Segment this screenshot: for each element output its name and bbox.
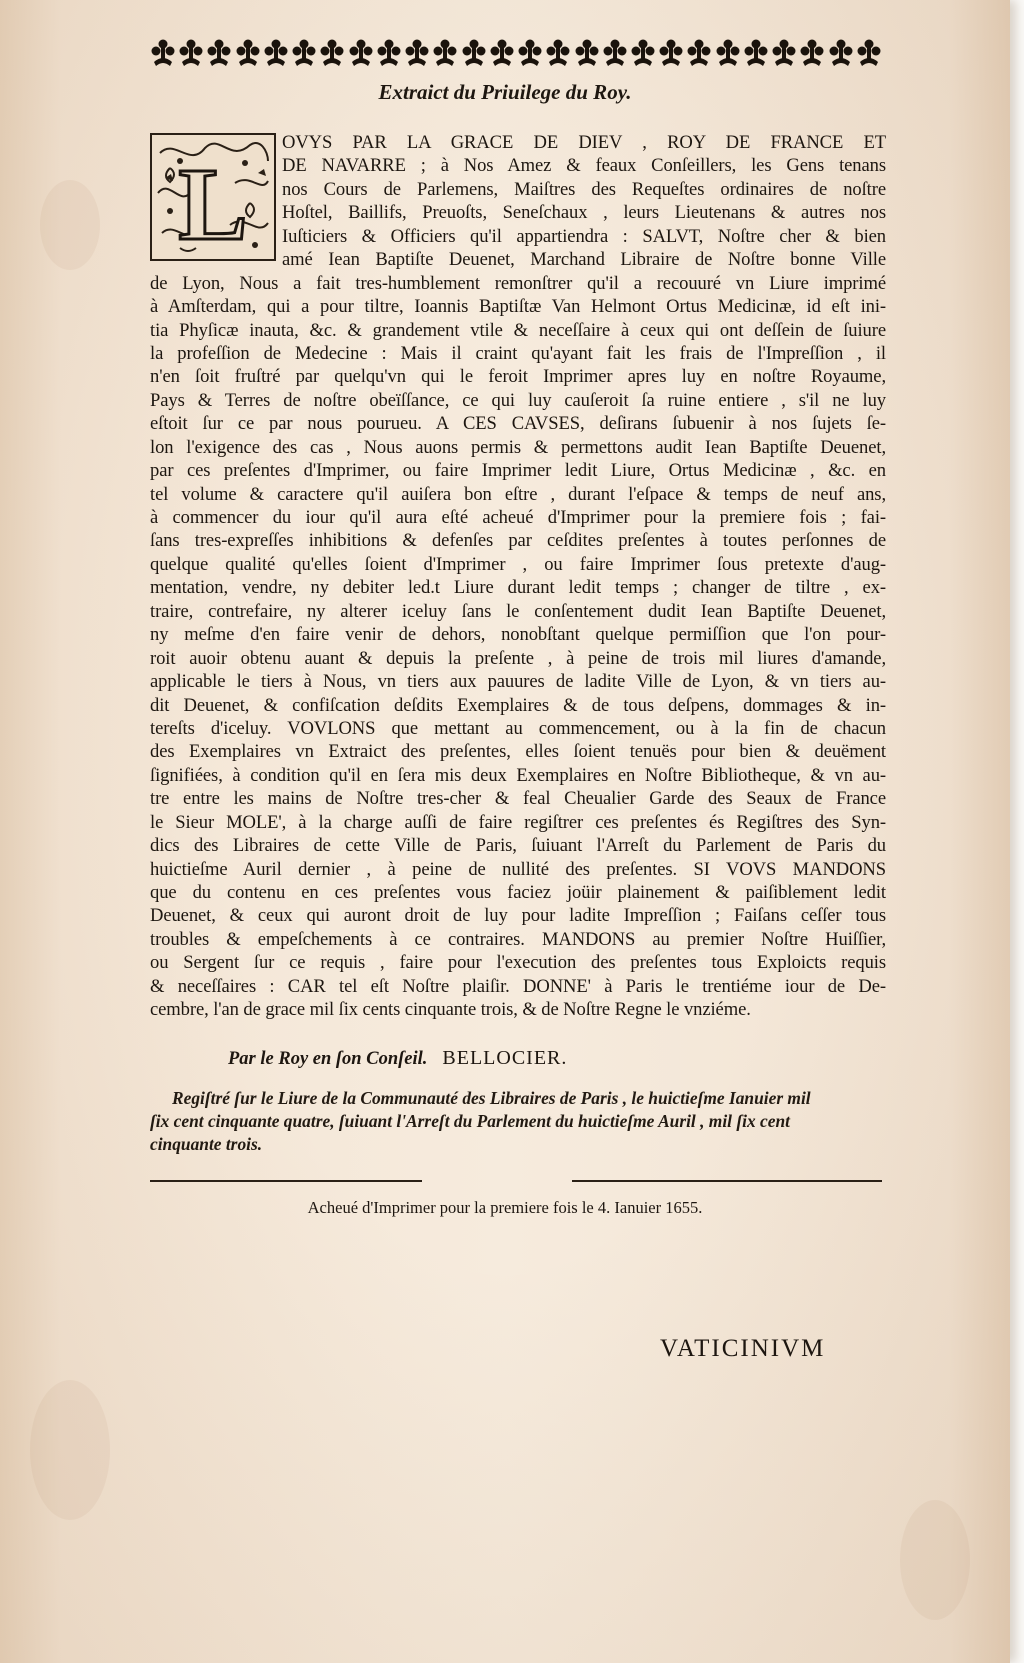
body-line: ſans tres-expreſſes inhibitions & defenſes par ceſdites preſentes à toutes perſonnes de (150, 530, 886, 552)
body-line: DE NAVARRE ; à Nos Amez & feaux Conſeillers, les Gens tenans (282, 155, 886, 177)
fleuron-icon (799, 38, 825, 68)
fleuron-icon (771, 38, 797, 68)
fleuron-icon (291, 38, 317, 68)
dropcap-letter: L (178, 147, 248, 261)
body-line: dit Deuenet, & confiſcation deſdits Exemplaires & de tous deſpens, dommages & in- (150, 694, 886, 716)
body-line: tel volume & caractere qu'il auiſera bon eſtre , durant l'eſpace & temps de neuf ans, (150, 483, 886, 505)
fleuron-icon (658, 38, 684, 68)
fleuron-icon (432, 38, 458, 68)
body-line: ſignifiées, à condition qu'il en ſera mis deux Exemplaires en Noſtre Bibliotheque, & vn au- (150, 764, 886, 786)
divider-rule-left (150, 1180, 422, 1182)
registration-line: ſix cent cinquante quatre, ſuiuant l'Arreſt du Parlement du huictieſme Auril , mil ſix cent (150, 1111, 790, 1131)
body-line: mentation, vendre, ny debiter led.t Liure durant ledit temps ; changer de tiltre , ex- (150, 577, 886, 599)
body-line: tia Phyſicæ inauta, &c. & grandement vtile & neceſſaire à ceux qui ont deſſein de ſuiure (150, 319, 886, 341)
paper-stain (40, 180, 100, 270)
body-line: ou Sergent ſur ce requis , faire pour l'execution des preſentes tous Exploicts requis (150, 952, 886, 974)
body-line: la profeſſion de Medecine : Mais il craint qu'ayant fait les frais de l'Impreſſion , il (150, 342, 886, 364)
fleuron-icon (235, 38, 261, 68)
body-line: lon l'exigence des cas , Nous auons permis & permettons audit Iean Baptiſte Deuenet, (150, 436, 886, 458)
paper-stain (30, 1380, 110, 1520)
body-line: troubles & empeſchements à ce contraires. MANDONS au premier Noſtre Huiſſier, (150, 928, 886, 950)
fleuron-icon (461, 38, 487, 68)
body-line: cembre, l'an de grace mil ſix cents cinquante trois, & de Noſtre Regne le vnziéme. (150, 999, 751, 1021)
body-line: ny meſme d'en faire venir de dehors, nonobſtant quelque permiſſion que l'on pour- (150, 624, 886, 646)
body-line: dics des Libraires de cette Ville de Paris, ſuiuant l'Arreſt du Parlement de Paris du (150, 835, 886, 857)
signature-line (228, 1047, 567, 1070)
registration-line: cinquante trois. (150, 1134, 263, 1154)
fleuron-icon (206, 38, 232, 68)
catchword: VATICINIVM (660, 1335, 826, 1362)
divider-rule-right (572, 1180, 882, 1182)
fleuron-icon (348, 38, 374, 68)
signature-by: Par le Roy en ſon Conſeil. (228, 1049, 428, 1069)
fleuron-icon (715, 38, 741, 68)
body-line: à commencer du iour qu'il aura eſté acheué d'Imprimer pour la premiere fois ; fai- (150, 507, 886, 528)
fleuron-icon (743, 38, 769, 68)
fleuron-icon (517, 38, 543, 68)
fleuron-icon (150, 38, 176, 68)
fleuron-icon (376, 38, 402, 68)
body-line: tereſts d'iceluy. VOVLONS que mettant au commencement, ou à la fin de chacun (150, 717, 886, 739)
body-line: huictieſme Auril dernier , à peine de nullité des preſentes. SI VOVS MANDONS (150, 858, 886, 880)
printed-date-note: Acheué d'Imprimer pour la premiere fois le 4. Ianuier 1655. (307, 1198, 703, 1217)
privilege-heading: Extraict du Priuilege du Roy. (378, 80, 632, 104)
fleuron-icon (404, 38, 430, 68)
body-line: traire, contrefaire, ny alterer iceluy ſans le conſentement dudit Iean Baptiſte Deuenet, (150, 600, 886, 622)
body-line: à Amſterdam, qui a pour tiltre, Ioannis Baptiſtæ Van Helmont Ortus Medicinæ, id eſt ini- (150, 296, 886, 318)
body-line: amé Iean Baptiſte Deuenet, Marchand Libraire de Noſtre bonne Ville (282, 249, 886, 271)
body-line: le Sieur MOLE', à la charge auſſi de faire regiſtrer ces preſentes és Regiſtres des Syn- (150, 811, 886, 833)
body-line: des Exemplaires vn Extraict des preſentes, elles ſoient tenuës pour bien & deuëment (150, 741, 886, 763)
fleuron-icon (574, 38, 600, 68)
body-line: OVYS PAR LA GRACE DE DIEV , ROY DE FRANCE ET (282, 132, 886, 153)
fleuron-icon (263, 38, 289, 68)
fleuron-icon (489, 38, 515, 68)
body-line: que du contenu en ces preſentes vous faciez joüir plainement & paiſiblement ledit (150, 882, 886, 903)
registration-note (150, 1087, 882, 1156)
body-line: roit auoir obtenu auant & depuis la preſente , à peine de trois mil liures d'amande, (150, 647, 886, 669)
fleuron-icon (686, 38, 712, 68)
body-line: tre entre les mains de Noſtre tres-cher & feal Cheualier Garde des Seaux de France (150, 788, 886, 810)
body-line: par ces preſentes d'Imprimer, ou faire Imprimer ledit Liure, Ortus Medicinæ , &c. en (150, 460, 886, 482)
body-line: & neceſſaires : CAR tel eſt Noſtre plaiſir. DONNE' à Paris le trentiéme iour de De- (150, 975, 886, 997)
fleuron-icon (602, 38, 628, 68)
privilege-body-text (150, 131, 886, 1022)
registration-line: Regiſtré ſur le Liure de la Communauté des Libraires de Paris , le huictieſme Ianuier mil (172, 1088, 811, 1108)
body-line: Hoſtel, Baillifs, Preuoſts, Seneſchaux , leurs Lieutenans & autres nos (282, 202, 886, 224)
fleuron-icon (545, 38, 571, 68)
fleuron-ornament-band (150, 36, 882, 70)
body-line: de Lyon, Nous a fait tres-humblement remonſtrer qu'il a recouuré vn Liure imprimé (150, 272, 886, 294)
signature-name: BELLOCIER. (442, 1047, 568, 1069)
fleuron-icon (828, 38, 854, 68)
body-line: Pays & Terres de noſtre obeïſſance, ce qui luy cauſeroit ſa ruine entiere , s'il ne luy (150, 389, 886, 411)
fleuron-icon (178, 38, 204, 68)
fleuron-icon (319, 38, 345, 68)
body-line: n'en ſoit fruſtré par quelqu'vn qui le feroit Imprimer apres luy en noſtre Royaume, (150, 366, 886, 388)
body-line: nos Cours de Parlemens, Maiſtres des Requeſtes ordinaires de noſtre (282, 178, 886, 200)
body-line: Iuſticiers & Officiers qu'il appartiendra : SALVT, Noſtre cher & bien (282, 225, 886, 247)
body-line: quelque qualité qu'elles ſoient d'Imprimer , ou faire Imprimer ſous pretexte d'aug- (150, 553, 886, 575)
body-line: applicable le tiers à Nous, vn tiers aux pauures de ladite Ville de Lyon, & vn tiers au- (150, 671, 886, 693)
fleuron-icon (630, 38, 656, 68)
body-line: eſtoit ſur ce par nous pourueu. A CES CAVSES, deſirans ſubuenir à nos ſujets ſe- (150, 413, 886, 435)
body-line: Deuenet, & ceux qui auront droit de luy pour ladite Impreſſion ; Faiſans ceſſer tous (150, 905, 886, 927)
paper-stain (900, 1500, 970, 1620)
fleuron-icon (856, 38, 882, 68)
